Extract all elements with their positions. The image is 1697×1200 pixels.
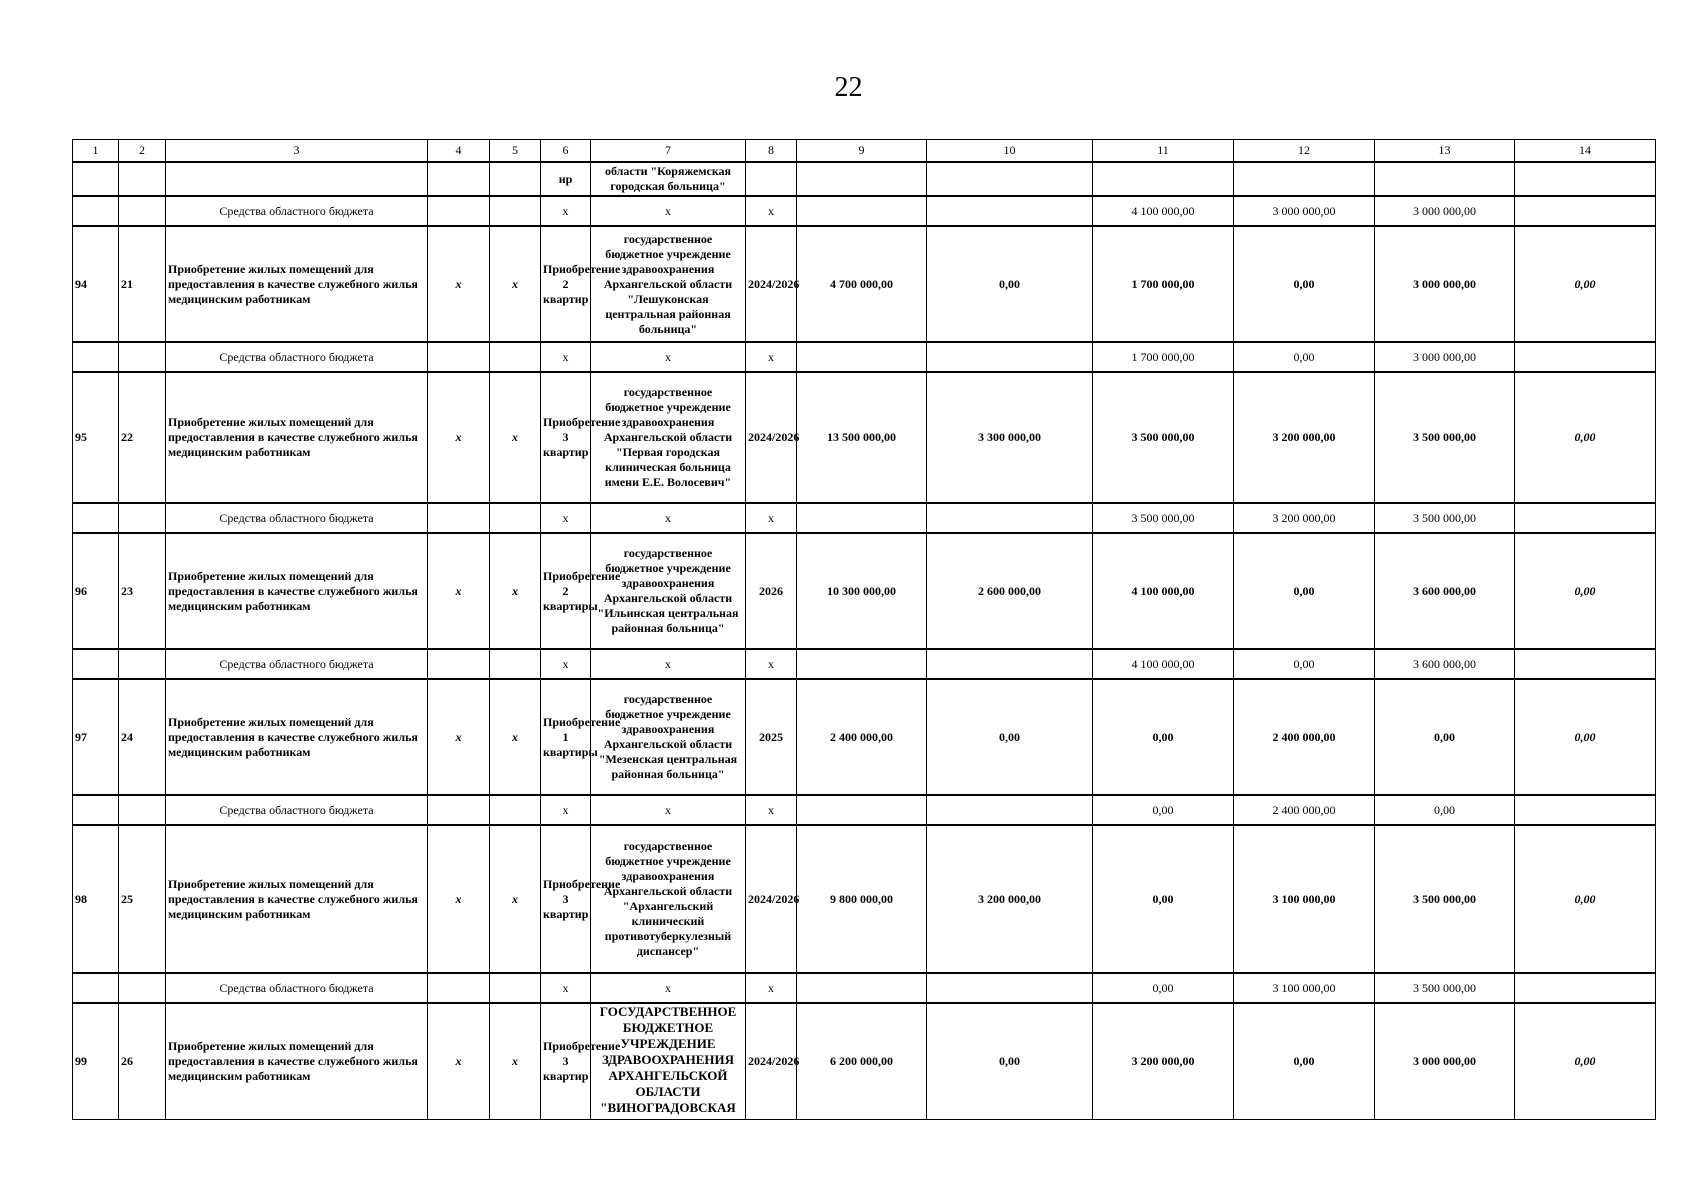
- amount-col13: 3 500 000,00: [1375, 825, 1515, 973]
- amount-col12: 0,00: [1234, 533, 1375, 649]
- organization-name: государственное бюджетное учреждение здравоохранения Архангельской области "Первая городская клиническая больница имени Е.Е. Волосевич": [591, 372, 746, 503]
- header-cell: 12: [1234, 140, 1375, 163]
- organization-name: государственное бюджетное учреждение здравоохранения Архангельской области "Ильинская центральная районная больница": [591, 533, 746, 649]
- funding-source-row: [73, 973, 1656, 1003]
- implementation-period: 2024/2026: [746, 226, 797, 342]
- amount-col13: 3 000 000,00: [1375, 342, 1515, 372]
- placeholder-x: х: [591, 973, 746, 1003]
- works-type: Приобретение 2 квартир: [541, 226, 591, 342]
- amount-col12: 3 100 000,00: [1234, 825, 1375, 973]
- placeholder-x: х: [428, 372, 490, 503]
- placeholder-x: х: [541, 342, 591, 372]
- amount-col14: 0,00: [1515, 1003, 1656, 1119]
- placeholder-x: х: [746, 795, 797, 825]
- funding-source-label: Средства областного бюджета: [166, 503, 428, 533]
- item-number: 26: [119, 1003, 166, 1119]
- amount-total: 13 500 000,00: [797, 372, 927, 503]
- placeholder-x: х: [746, 196, 797, 226]
- amount-col11: 3 200 000,00: [1093, 1003, 1234, 1119]
- header-cell: 7: [591, 140, 746, 163]
- funding-source-label: Средства областного бюджета: [166, 196, 428, 226]
- organization-name: области "Коряжемская городская больница": [591, 162, 746, 196]
- amount-col11: 0,00: [1093, 825, 1234, 973]
- amount-col13: 3 600 000,00: [1375, 649, 1515, 679]
- amount-col10: 0,00: [927, 226, 1093, 342]
- amount-col12: 0,00: [1234, 649, 1375, 679]
- amount-col11: 0,00: [1093, 679, 1234, 795]
- item-row: [73, 679, 1656, 795]
- placeholder-x: х: [428, 825, 490, 973]
- header-cell: 11: [1093, 140, 1234, 163]
- item-row: [73, 533, 1656, 649]
- works-type: Приобретение 3 квартир: [541, 825, 591, 973]
- item-row: [73, 372, 1656, 503]
- header-cell: 9: [797, 140, 927, 163]
- amount-col11: 1 700 000,00: [1093, 226, 1234, 342]
- placeholder-x: х: [541, 973, 591, 1003]
- works-type: Приобретение 2 квартиры: [541, 533, 591, 649]
- funding-source-label: Средства областного бюджета: [166, 649, 428, 679]
- implementation-period: 2024/2026: [746, 372, 797, 503]
- works-type: Приобретение 1 квартиры: [541, 679, 591, 795]
- amount-total: 2 400 000,00: [797, 679, 927, 795]
- header-cell: 3: [166, 140, 428, 163]
- placeholder-x: х: [746, 649, 797, 679]
- item-name: Приобретение жилых помещений для предоставления в качестве служебного жилья медицинским работникам: [166, 1003, 428, 1119]
- funding-source-row: [73, 795, 1656, 825]
- funding-source-row: [73, 342, 1656, 372]
- header-cell: 10: [927, 140, 1093, 163]
- placeholder-x: х: [591, 196, 746, 226]
- placeholder-x: х: [490, 533, 541, 649]
- funding-source-row: [73, 196, 1656, 226]
- item-name: Приобретение жилых помещений для предоставления в качестве служебного жилья медицинским работникам: [166, 825, 428, 973]
- item-number: 25: [119, 825, 166, 973]
- amount-col14: 0,00: [1515, 533, 1656, 649]
- organization-name: государственное бюджетное учреждение здравоохранения Архангельской области "Лешуконская центральная районная больница": [591, 226, 746, 342]
- amount-total: 4 700 000,00: [797, 226, 927, 342]
- header-cell: 2: [119, 140, 166, 163]
- amount-col13: 3 000 000,00: [1375, 226, 1515, 342]
- item-number: 21: [119, 226, 166, 342]
- item-row: [73, 825, 1656, 973]
- amount-col13: 3 000 000,00: [1375, 1003, 1515, 1119]
- amount-col11: 0,00: [1093, 795, 1234, 825]
- amount-col13: 3 500 000,00: [1375, 973, 1515, 1003]
- placeholder-x: х: [490, 1003, 541, 1119]
- placeholder-x: х: [428, 226, 490, 342]
- amount-col13: 3 500 000,00: [1375, 372, 1515, 503]
- header-cell: 5: [490, 140, 541, 163]
- budget-table: [72, 139, 1656, 1120]
- item-name: Приобретение жилых помещений для предоставления в качестве служебного жилья медицинским работникам: [166, 533, 428, 649]
- placeholder-x: х: [541, 649, 591, 679]
- amount-total: 6 200 000,00: [797, 1003, 927, 1119]
- amount-col12: 3 100 000,00: [1234, 973, 1375, 1003]
- placeholder-x: х: [490, 825, 541, 973]
- placeholder-x: х: [746, 973, 797, 1003]
- header-cell: 14: [1515, 140, 1656, 163]
- funding-source-label: Средства областного бюджета: [166, 342, 428, 372]
- amount-col13: 3 600 000,00: [1375, 533, 1515, 649]
- amount-col10: 2 600 000,00: [927, 533, 1093, 649]
- header-cell: 8: [746, 140, 797, 163]
- funding-source-label: Средства областного бюджета: [166, 973, 428, 1003]
- header-cell: 13: [1375, 140, 1515, 163]
- placeholder-x: х: [591, 649, 746, 679]
- placeholder-x: х: [541, 503, 591, 533]
- amount-col14: 0,00: [1515, 226, 1656, 342]
- header-cell: 4: [428, 140, 490, 163]
- works-type: Приобретение 3 квартир: [541, 1003, 591, 1119]
- header-cell: 6: [541, 140, 591, 163]
- item-number: 22: [119, 372, 166, 503]
- funding-source-label: Средства областного бюджета: [166, 795, 428, 825]
- amount-col14: 0,00: [1515, 679, 1656, 795]
- placeholder-x: х: [428, 679, 490, 795]
- funding-source-row: [73, 649, 1656, 679]
- amount-col12: 0,00: [1234, 342, 1375, 372]
- amount-col10: 0,00: [927, 679, 1093, 795]
- funding-source-row: [73, 503, 1656, 533]
- amount-total: 10 300 000,00: [797, 533, 927, 649]
- amount-col14: 0,00: [1515, 372, 1656, 503]
- works-type: ир: [541, 162, 591, 196]
- row-number: 96: [73, 533, 119, 649]
- row-number: 94: [73, 226, 119, 342]
- amount-col12: 3 200 000,00: [1234, 503, 1375, 533]
- placeholder-x: х: [541, 196, 591, 226]
- amount-col13: 0,00: [1375, 679, 1515, 795]
- placeholder-x: х: [490, 372, 541, 503]
- amount-col12: 0,00: [1234, 1003, 1375, 1119]
- implementation-period: 2026: [746, 533, 797, 649]
- organization-name: государственное бюджетное учреждение здравоохранения Архангельской области "Мезенская центральная районная больница": [591, 679, 746, 795]
- amount-col13: 0,00: [1375, 795, 1515, 825]
- placeholder-x: х: [746, 503, 797, 533]
- amount-col13: 3 000 000,00: [1375, 196, 1515, 226]
- item-row: [73, 226, 1656, 342]
- amount-col10: 0,00: [927, 1003, 1093, 1119]
- amount-col13: 3 500 000,00: [1375, 503, 1515, 533]
- amount-col12: 2 400 000,00: [1234, 679, 1375, 795]
- item-name: Приобретение жилых помещений для предоставления в качестве служебного жилья медицинским работникам: [166, 679, 428, 795]
- amount-col11: 4 100 000,00: [1093, 649, 1234, 679]
- placeholder-x: х: [591, 342, 746, 372]
- organization-name: государственное бюджетное учреждение здравоохранения Архангельской области "Архангельский клинический противотуберкулезный диспансер": [591, 825, 746, 973]
- placeholder-x: х: [428, 1003, 490, 1119]
- item-number: 24: [119, 679, 166, 795]
- amount-col11: 4 100 000,00: [1093, 533, 1234, 649]
- amount-total: 9 800 000,00: [797, 825, 927, 973]
- amount-col12: 0,00: [1234, 226, 1375, 342]
- organization-name: ГОСУДАРСТВЕННОЕ БЮДЖЕТНОЕ УЧРЕЖДЕНИЕ ЗДРАВООХРАНЕНИЯ АРХАНГЕЛЬСКОЙ ОБЛАСТИ "ВИНОГРАДОВСКАЯ: [591, 1003, 746, 1119]
- implementation-period: 2024/2026: [746, 825, 797, 973]
- implementation-period: 2024/2026: [746, 1003, 797, 1119]
- row-number: 97: [73, 679, 119, 795]
- header-row: [73, 140, 1656, 163]
- item-name: Приобретение жилых помещений для предоставления в качестве служебного жилья медицинским работникам: [166, 226, 428, 342]
- placeholder-x: х: [428, 533, 490, 649]
- amount-col12: 2 400 000,00: [1234, 795, 1375, 825]
- works-type: Приобретение 3 квартир: [541, 372, 591, 503]
- amount-col11: 4 100 000,00: [1093, 196, 1234, 226]
- amount-col11: 0,00: [1093, 973, 1234, 1003]
- continuation-row: [73, 162, 1656, 196]
- placeholder-x: х: [746, 342, 797, 372]
- header-cell: 1: [73, 140, 119, 163]
- amount-col11: 3 500 000,00: [1093, 503, 1234, 533]
- placeholder-x: х: [591, 503, 746, 533]
- page-number: 22: [834, 72, 863, 103]
- amount-col11: 1 700 000,00: [1093, 342, 1234, 372]
- item-name: Приобретение жилых помещений для предоставления в качестве служебного жилья медицинским работникам: [166, 372, 428, 503]
- row-number: 98: [73, 825, 119, 973]
- amount-col12: 3 000 000,00: [1234, 196, 1375, 226]
- amount-col12: 3 200 000,00: [1234, 372, 1375, 503]
- placeholder-x: х: [490, 226, 541, 342]
- placeholder-x: х: [490, 679, 541, 795]
- placeholder-x: х: [591, 795, 746, 825]
- row-number: 99: [73, 1003, 119, 1119]
- amount-col14: 0,00: [1515, 825, 1656, 973]
- placeholder-x: х: [541, 795, 591, 825]
- item-row: [73, 1003, 1656, 1119]
- row-number: 95: [73, 372, 119, 503]
- amount-col11: 3 500 000,00: [1093, 372, 1234, 503]
- amount-col10: 3 200 000,00: [927, 825, 1093, 973]
- amount-col10: 3 300 000,00: [927, 372, 1093, 503]
- implementation-period: 2025: [746, 679, 797, 795]
- item-number: 23: [119, 533, 166, 649]
